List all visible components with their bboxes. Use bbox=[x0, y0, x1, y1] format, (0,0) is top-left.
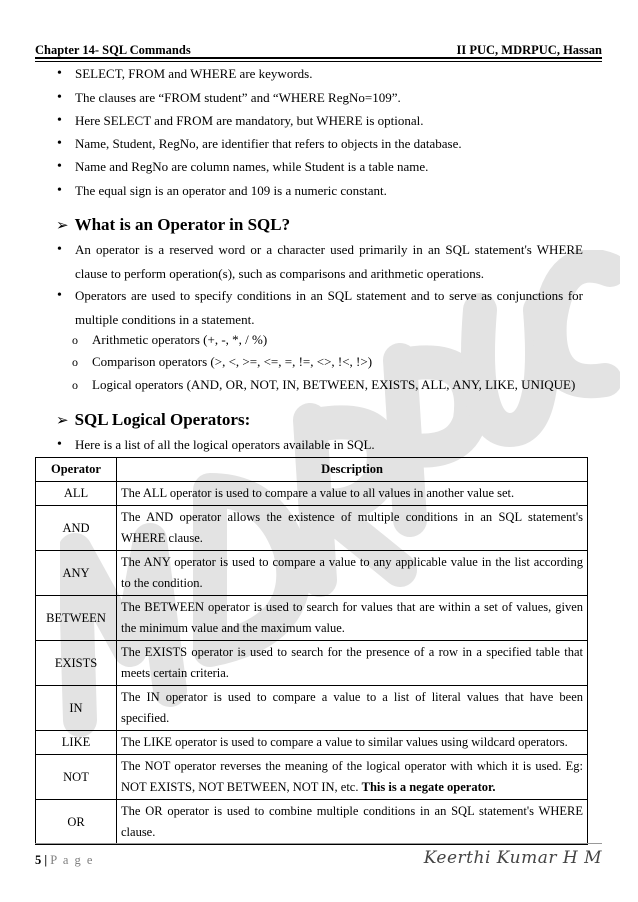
operator-cell: OR bbox=[36, 800, 117, 845]
operator-definition-bullet: • An operator is a reserved word or a character used primarily in an SQL statement's WHERE clause to perform operation(s), such as comparisons and arithmetic operations. bbox=[75, 238, 583, 286]
description-cell bbox=[117, 755, 588, 800]
table-row bbox=[36, 482, 588, 506]
table-row bbox=[36, 596, 588, 641]
operator-cell: ANY bbox=[36, 551, 117, 596]
description-cell: The AND operator allows the existence of multiple conditions in an SQL statement's WHERE clause. bbox=[117, 506, 588, 551]
sub-item-comparison: o Comparison operators (>, <, >=, <=, =, !=, <>, !<, !>) bbox=[92, 350, 592, 374]
arrow-bullet-icon: ➢ bbox=[56, 411, 69, 429]
page-number-value: 5 bbox=[35, 853, 42, 867]
description-cell: The BETWEEN operator is used to search for values that are within a set of values, given the minimum value and the maximum value. bbox=[117, 596, 588, 641]
table-row bbox=[36, 686, 588, 731]
description-cell: The EXISTS operator is used to search for the presence of a row in a specified table that meets certain criteria. bbox=[117, 641, 588, 686]
operator-cell: EXISTS bbox=[36, 641, 117, 686]
intro-bullet-4: • Name, Student, RegNo, are identifier that refers to objects in the database. bbox=[75, 132, 583, 156]
logical-operators-intro: • Here is a list of all the logical operators available in SQL. bbox=[75, 433, 583, 457]
table-row bbox=[36, 551, 588, 596]
operator-cell: BETWEEN bbox=[36, 596, 117, 641]
operator-cell: IN bbox=[36, 686, 117, 731]
intro-bullet-2: • The clauses are “FROM student” and “WHERE RegNo=109”. bbox=[75, 86, 583, 110]
header-rule bbox=[35, 57, 602, 59]
footer-rule bbox=[35, 843, 602, 844]
page-label: P a g e bbox=[50, 853, 94, 867]
section-heading-operator bbox=[56, 213, 290, 237]
operator-cell: LIKE bbox=[36, 731, 117, 755]
description-cell: The ALL operator is used to compare a value to all values in another value set. bbox=[117, 482, 588, 506]
operator-usage-bullet: • Operators are used to specify conditions in an SQL statement and to serve as conjunctions for multiple conditions in a statement. bbox=[75, 284, 583, 332]
intro-bullet-5: • Name and RegNo are column names, while Student is a table name. bbox=[75, 155, 583, 179]
table-row bbox=[36, 755, 588, 800]
intro-bullet-1: • SELECT, FROM and WHERE are keywords. bbox=[75, 62, 583, 86]
section-heading-text: What is an Operator in SQL? bbox=[74, 215, 291, 234]
author-name: Keerthi Kumar H M bbox=[423, 848, 602, 868]
header-chapter-title: Chapter 14- SQL Commands bbox=[35, 43, 191, 57]
section-heading-text: SQL Logical Operators: bbox=[74, 410, 251, 429]
description-cell: The ANY operator is used to compare a value to any applicable value in the list according to the condition. bbox=[117, 551, 588, 596]
description-cell: The IN operator is used to compare a value to a list of literal values that have been specified. bbox=[117, 686, 588, 731]
table-row bbox=[36, 641, 588, 686]
table-row bbox=[36, 800, 588, 845]
page-header bbox=[35, 38, 602, 58]
logical-operators-table bbox=[35, 457, 588, 845]
description-cell: The LIKE operator is used to compare a value to similar values using wildcard operators. bbox=[117, 731, 588, 755]
sub-item-logical: o Logical operators (AND, OR, NOT, IN, BETWEEN, EXISTS, ALL, ANY, LIKE, UNIQUE) bbox=[92, 373, 592, 397]
table-row bbox=[36, 506, 588, 551]
header-institution: II PUC, MDRPUC, Hassan bbox=[456, 43, 602, 57]
description-emphasis: This is a negate operator. bbox=[361, 780, 496, 794]
page-number-separator: | bbox=[44, 853, 48, 867]
table-row bbox=[36, 731, 588, 755]
column-header-operator: Operator bbox=[36, 458, 117, 482]
operator-cell: NOT bbox=[36, 755, 117, 800]
column-header-description: Description bbox=[117, 458, 588, 482]
table-header-row bbox=[36, 458, 588, 482]
operator-cell: ALL bbox=[36, 482, 117, 506]
intro-bullet-6: • The equal sign is an operator and 109 is a numeric constant. bbox=[75, 179, 583, 203]
sub-item-arithmetic: o Arithmetic operators (+, -, *, / %) bbox=[92, 328, 592, 352]
section-heading-logical bbox=[56, 408, 250, 432]
arrow-bullet-icon: ➢ bbox=[56, 216, 69, 234]
page-number bbox=[35, 853, 94, 868]
intro-bullet-3: • Here SELECT and FROM are mandatory, but WHERE is optional. bbox=[75, 109, 583, 133]
description-cell: The OR operator is used to combine multiple conditions in an SQL statement's WHERE clause. bbox=[117, 800, 588, 845]
description-text: The NOT operator reverses the meaning of the logical operator with which it is used. Eg: NOT EXISTS, NOT BETWEEN, NOT IN, etc. bbox=[121, 759, 583, 794]
operator-cell: AND bbox=[36, 506, 117, 551]
